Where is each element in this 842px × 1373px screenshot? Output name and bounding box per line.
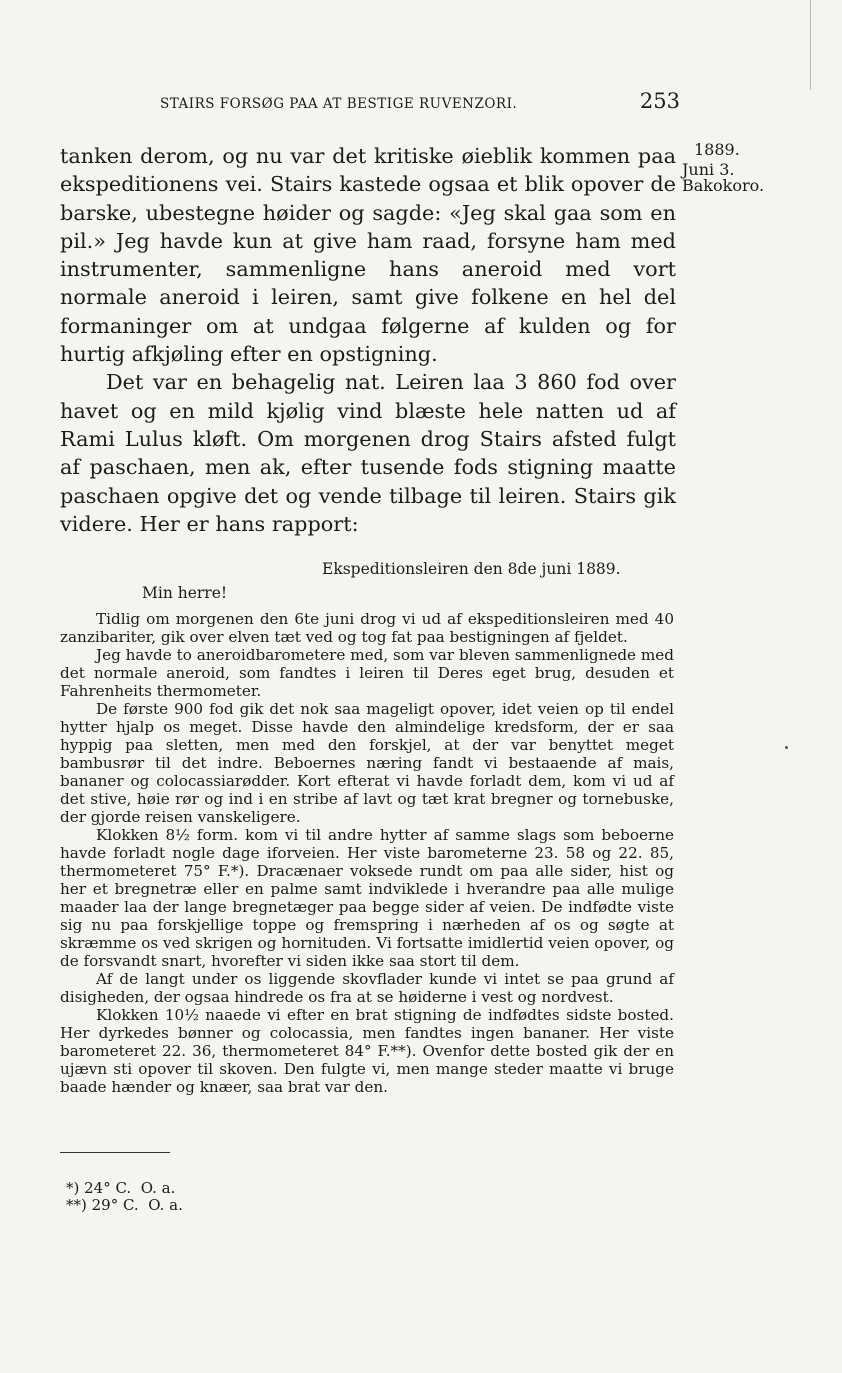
margin-note-year: 1889. — [694, 140, 740, 159]
margin-note-place: Bakokoro. — [682, 176, 765, 195]
page-number: 253 — [639, 89, 680, 113]
letter-paragraph: Jeg havde to aneroidbarometere med, som var bleven sammenlignede med det normale aneroid, som fandtes i leiren til Deres eget brug, desuden et Fahrenheits thermometer. — [60, 646, 674, 700]
page-edge-shadow — [810, 0, 811, 90]
letter-salutation: Min herre! — [142, 584, 228, 602]
letter-paragraph: Klokken 10½ naaede vi efter en brat stigning de indfødtes sidste bosted. Her dyrkedes bønner og colocassia, men fandtes ingen bananer. Her viste barometeret 22. 36, thermometeret 84° F.**). Ovenfor dette bosted gik der en ujævn sti opover til skoven. Den fulgte vi, men mange steder maatte vi bruge baade hænder og knæer, saa brat var den. — [60, 1006, 674, 1096]
ink-speck — [785, 746, 788, 749]
letter-paragraph: Af de langt under os liggende skovflader kunde vi intet se paa grund af disigheden, der ogsaa hindrede os fra at se høiderne i vest og nordvest. — [60, 970, 674, 1006]
main-paragraph: Det var en behagelig nat. Leiren laa 3 860 fod over havet og en mild kjølig vind blæste hele natten ud af Rami Lulus kløft. Om morgenen drog Stairs afsted fulgt af paschaen, men ak, efter tusende fods stigning maatte paschaen opgive det og vende tilbage til leiren. Stairs gik videre. Her er hans rapport: — [60, 370, 676, 536]
running-title: STAIRS FORSØG PAA AT BESTIGE RUVENZORI. — [160, 96, 518, 112]
letter-paragraph: Tidlig om morgenen den 6te juni drog vi ud af ekspeditionsleiren med 40 zanzibariter, gik over elven tæt ved og tog fat paa bestigningen af fjeldet. — [60, 610, 674, 646]
footnote: **) 29° C. O. a. — [66, 1196, 183, 1214]
footnote: *) 24° C. O. a. — [66, 1179, 176, 1197]
margin-note — [682, 140, 778, 194]
letter-heading: Ekspeditionsleiren den 8de juni 1889. — [322, 560, 621, 578]
margin-note-date: Juni 3. — [682, 160, 735, 179]
letter-paragraph: De første 900 fod gik det nok saa mageligt opover, idet veien op til endel hytter hjalp os meget. Disse havde den almindelige kredsform, der er saa hyppig paa sletten, men med den forskjel, at der var benyttet meget bambusrør til det indre. Beboernes næring fandt vi bestaaende af mais, bananer og colocassiarødder. Kort efterat vi havde forladt dem, kom vi ud af det stive, høie rør og ind i en stribe af lavt og tæt krat bregner og tornebuske, der gjorde reisen vanskeligere. — [60, 700, 674, 826]
footnotes — [66, 1180, 183, 1214]
running-header — [160, 89, 680, 117]
main-paragraph: tanken derom, og nu var det kritiske øieblik kommen paa ekspeditionens vei. Stairs kastede ogsaa et blik opover de barske, ubestegne høider og sagde: «Jeg skal gaa som en pil.» Jeg havde kun at give ham raad, forsyne ham med instrumenter, sammenligne hans aneroid med vort normale aneroid i leiren, samt give folkene en hel del formaninger om at undgaa følgerne af kulden og for hurtig afkjøling efter en opstigning. — [60, 144, 676, 367]
main-text — [60, 142, 676, 538]
letter-body — [60, 610, 674, 1096]
footnote-rule — [60, 1152, 170, 1153]
letter-paragraph: Klokken 8½ form. kom vi til andre hytter af samme slags som beboerne havde forladt nogle dage iforveien. Her viste barometerne 23. 58 og 22. 85, thermometeret 75° F.*). Dracænaer voksede rundt om paa alle sider, hist og her et bregnetræ eller en palme samt indviklede i hverandre paa alle mulige maader laa der lange bregnetæger paa begge sider af veien. De indfødte viste sig nu paa forskjellige toppe og fremspring i nærheden af os og søgte at skræmme os ved skrigen og hornituden. Vi fortsatte imidlertid veien opover, og de forsvandt snart, hvorefter vi siden ikke saa stort til dem. — [60, 826, 674, 970]
